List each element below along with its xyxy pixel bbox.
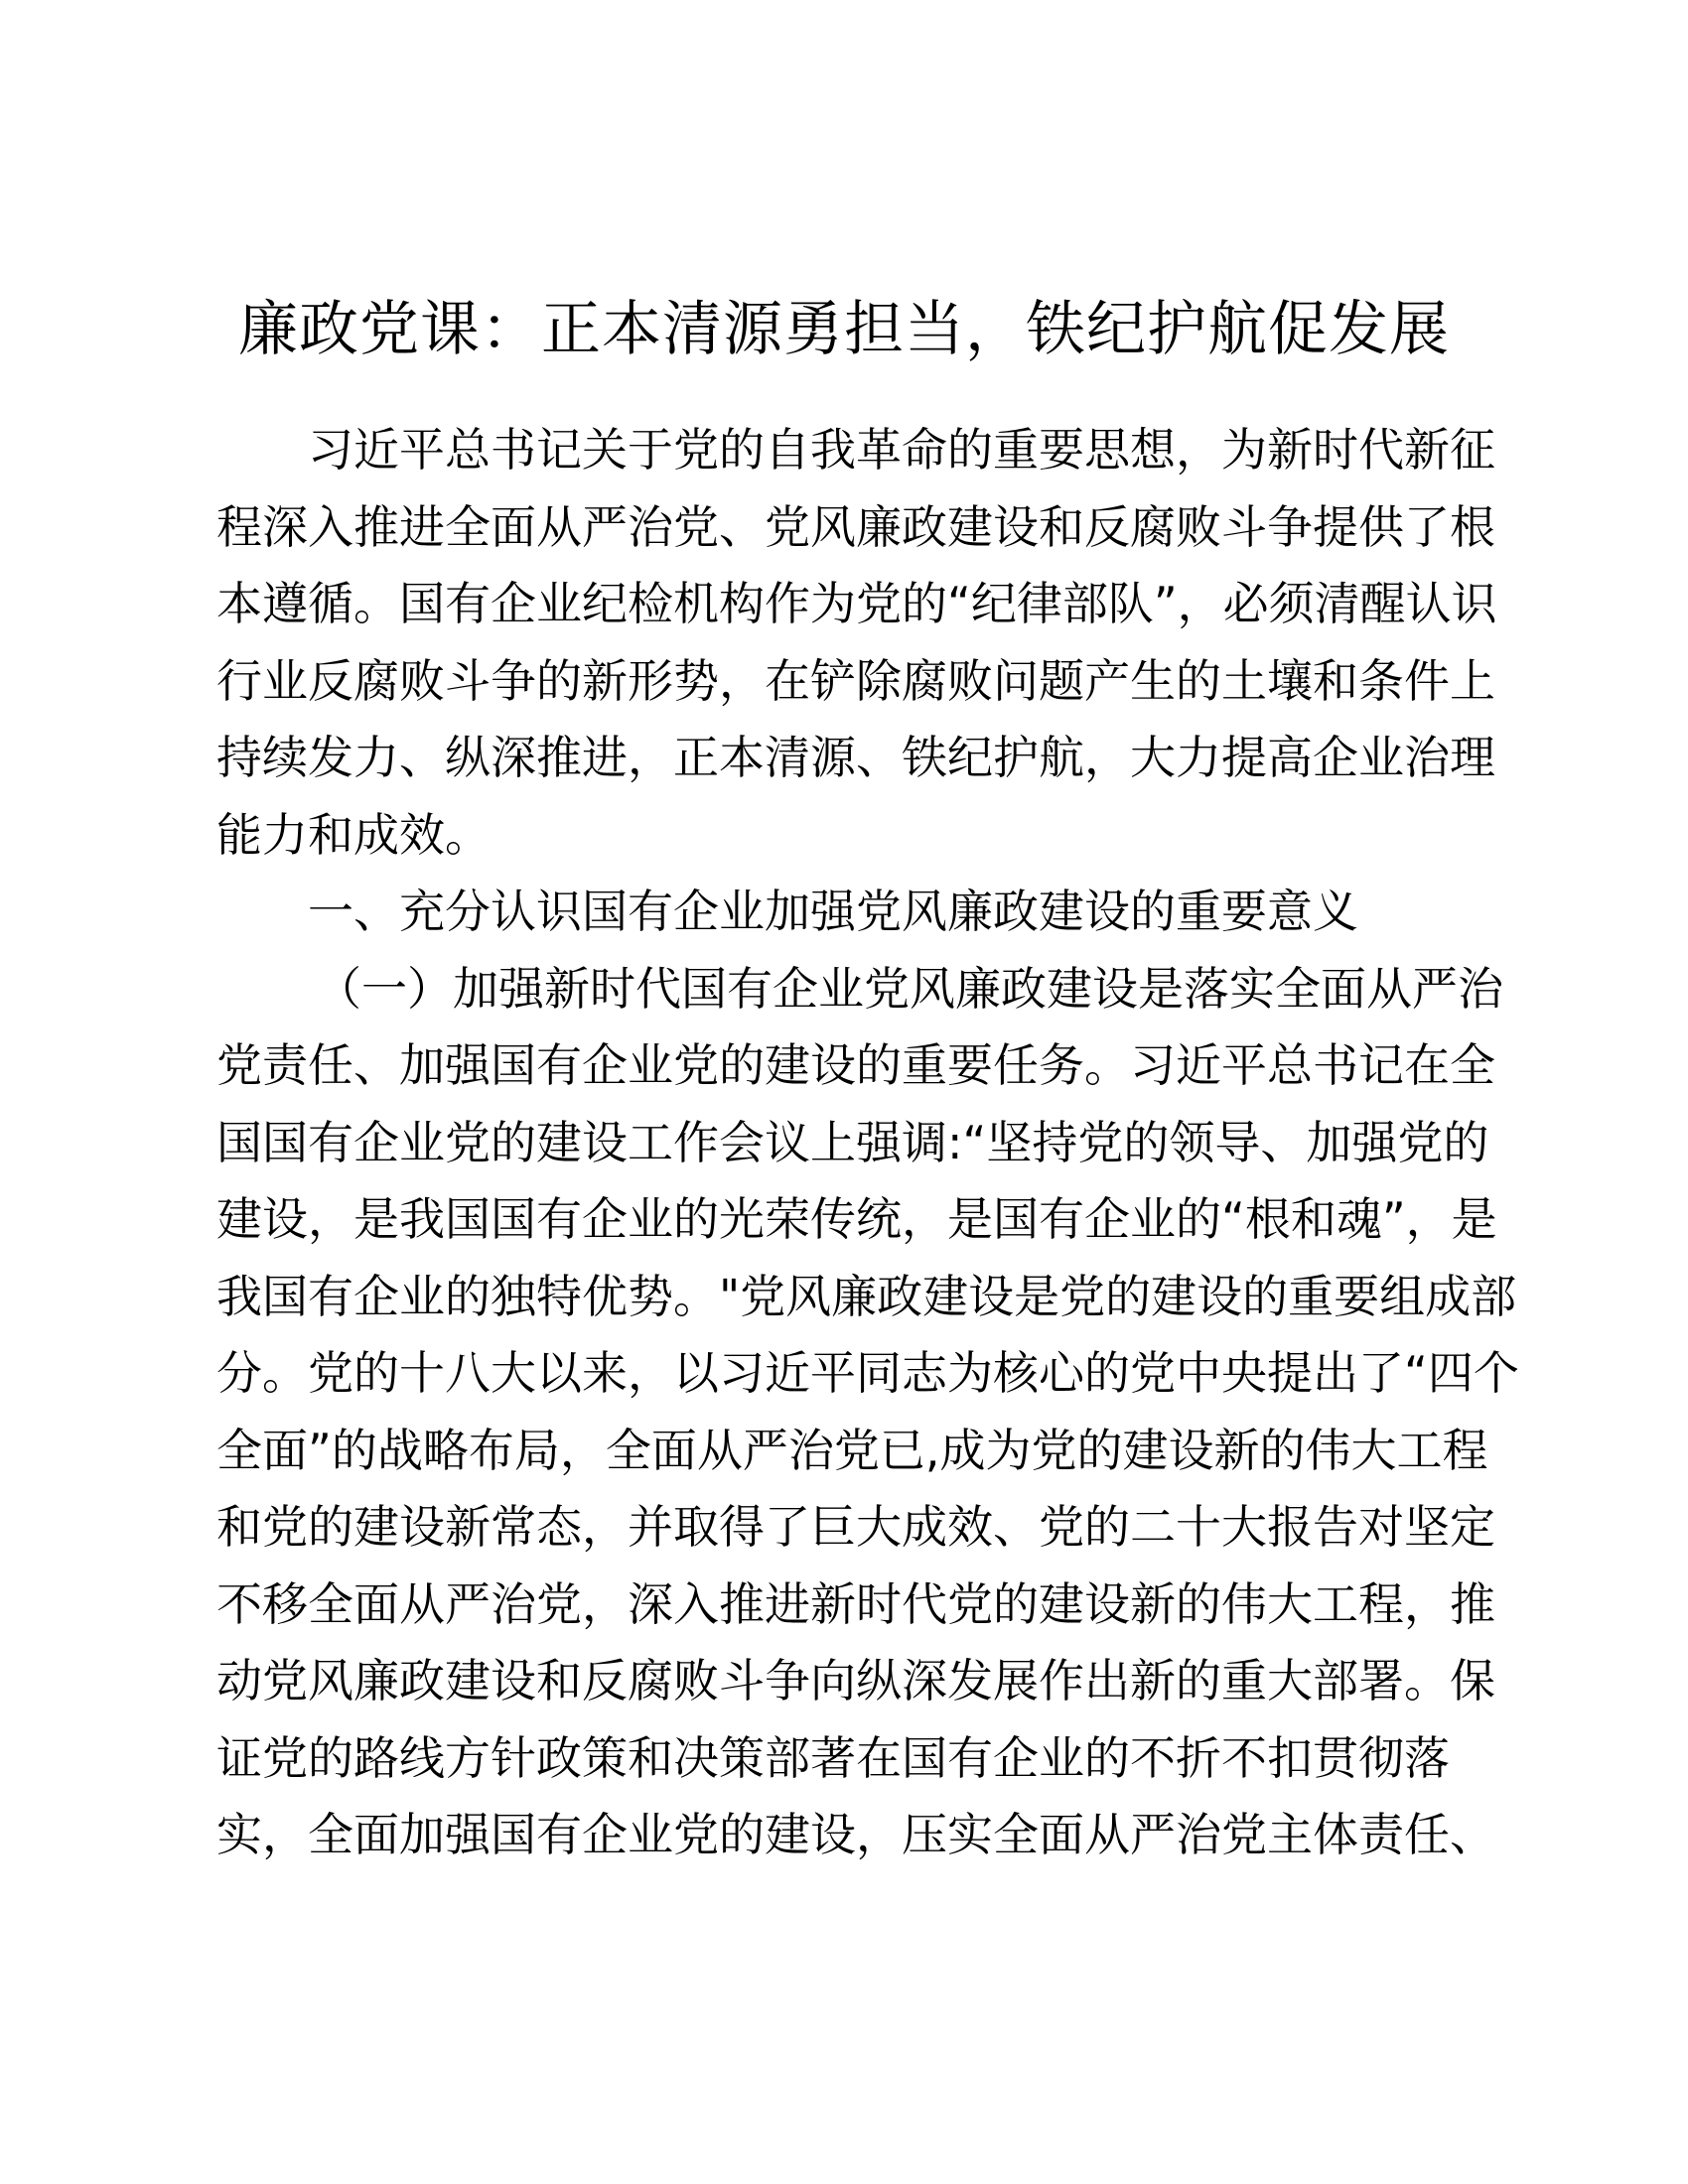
paragraph-section-1-line-5: 我国有企业的独特优势。"党风廉政建设是党的建设的重要组成部 (216, 1269, 1517, 1323)
paragraph-intro-line-4: 行业反腐败斗争的新形势，在铲除腐败问题产生的土壤和条件上 (216, 653, 1495, 708)
paragraph-section-1-line-11: 证党的路线方针政策和决策部著在国有企业的不折不扣贯彻落 (216, 1730, 1450, 1785)
paragraph-section-1-line-9: 不移全面从严治党，深入推进新时代党的建设新的伟大工程，推 (216, 1576, 1495, 1631)
section-heading-1: 一、充分认识国有企业加强党风廉政建设的重要意义 (308, 885, 1358, 938)
paragraph-intro-line-1: 习近平总书记关于党的自我革命的重要思想，为新时代新征 (308, 423, 1495, 477)
paragraph-section-1-line-4: 建设，是我国国有企业的光荣传统，是国有企业的“根和魂”，是 (216, 1192, 1497, 1246)
paragraph-section-1-line-1: （一）加强新时代国有企业党风廉政建设是落实全面从严治 (316, 961, 1503, 1016)
paragraph-section-1-line-6: 分。党的十八大以来，以习近平同志为核心的党中央提出了“四个 (216, 1346, 1519, 1400)
paragraph-section-1-line-12: 实，全面加强国有企业党的建设，压实全面从严治党主体责任、 (216, 1808, 1495, 1861)
paragraph-intro-line-6: 能力和成效。 (216, 807, 491, 862)
paragraph-section-1-line-10: 动党风廉政建设和反腐败斗争向纵深发展作出新的重大部署。保 (216, 1654, 1495, 1707)
paragraph-section-1-line-8: 和党的建设新常态，并取得了巨大成效、党的二十大报告对坚定 (216, 1500, 1495, 1554)
document-body (216, 412, 1519, 1874)
paragraph-intro-line-3: 本遵循。国有企业纪检机构作为党的“纪律部队”，必须清醒认识 (216, 577, 1497, 630)
paragraph-section-1-line-3: 国国有企业党的建设工作会议上强调:“坚持党的领导、加强党的 (216, 1115, 1489, 1169)
paragraph-section-1-line-2: 党责任、加强国有企业党的建设的重要任务。习近平总书记在全 (216, 1038, 1495, 1092)
paragraph-section-1-line-7: 全面”的战略布局，全面从严治党已,成为党的建设新的伟大工程 (216, 1423, 1488, 1477)
paragraph-intro-line-2: 程深入推进全面从严治党、党风廉政建设和反腐败斗争提供了根 (216, 499, 1495, 554)
document-title: 廉政党课：正本清源勇担当，铁纪护航促发展 (238, 295, 1450, 364)
paragraph-intro-line-5: 持续发力、纵深推进，正本清源、铁纪护航，大力提高企业治理 (216, 731, 1495, 784)
